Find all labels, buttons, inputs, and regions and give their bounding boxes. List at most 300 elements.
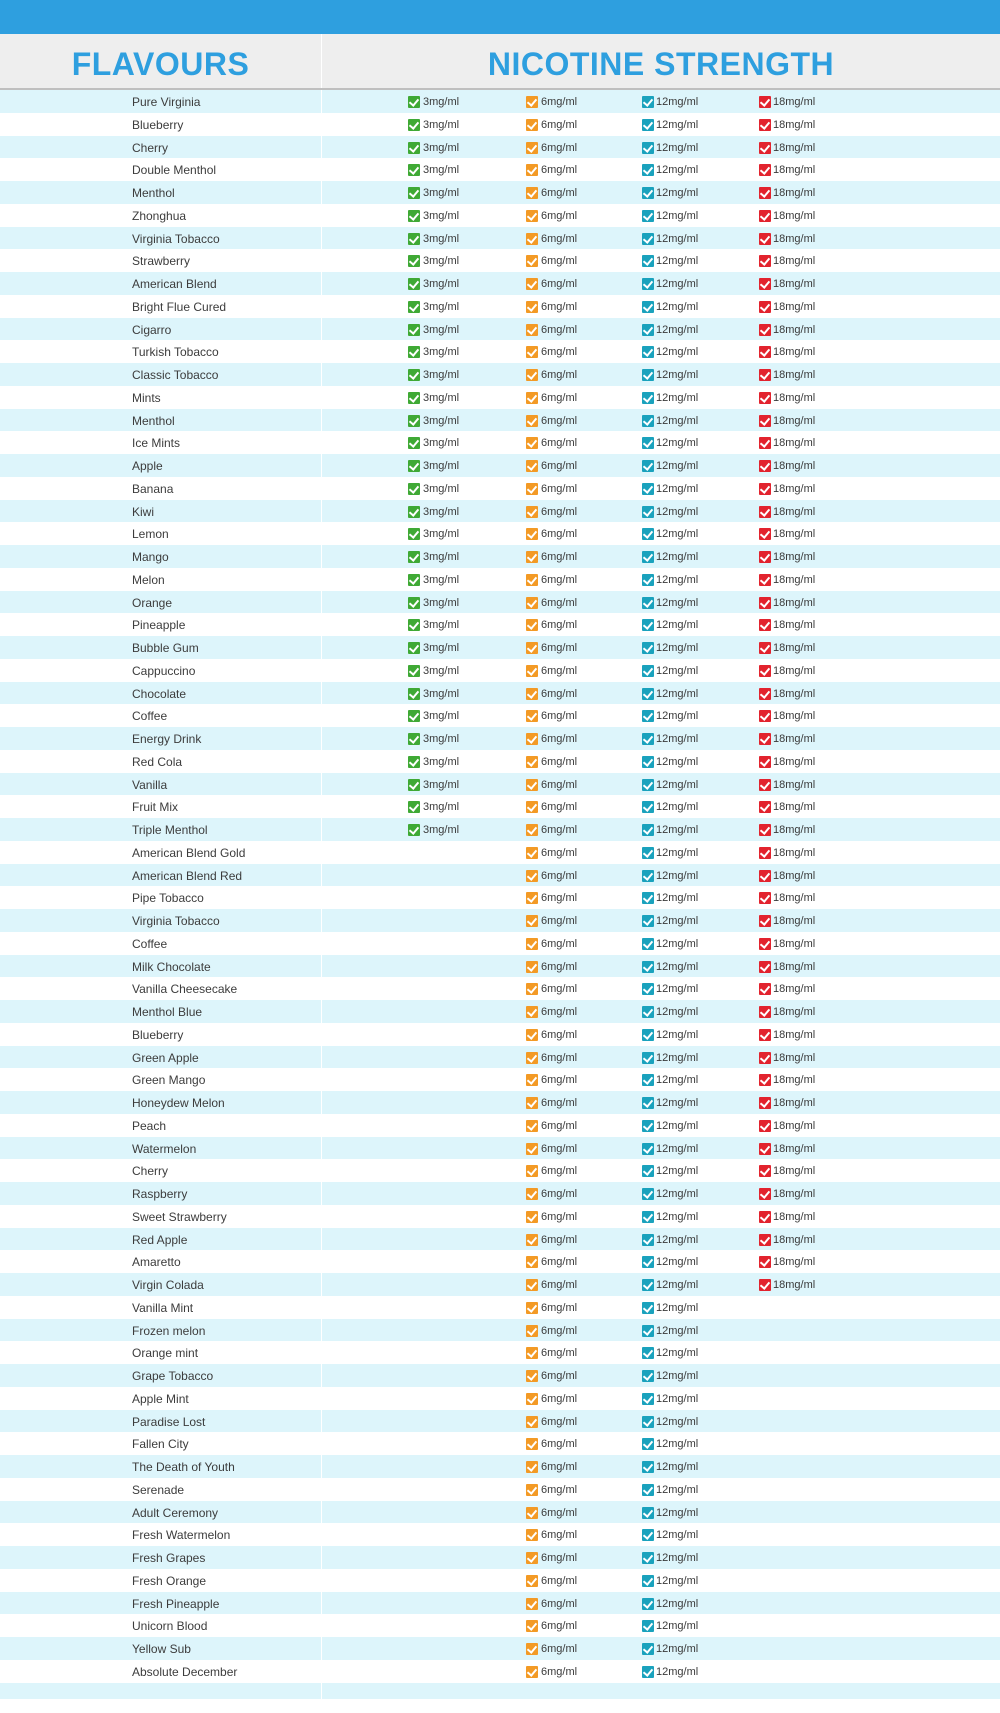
strength-label: 6mg/ml [541, 141, 578, 154]
column-divider [321, 295, 322, 318]
strength-label: 3mg/ml [423, 232, 460, 245]
checkmark-icon [526, 1097, 538, 1109]
checkmark-icon [759, 688, 771, 700]
checkmark-icon [759, 1006, 771, 1018]
strength-label: 18mg/ml [773, 619, 816, 632]
strength-label: 6mg/ml [541, 960, 578, 973]
column-divider [321, 682, 322, 705]
flavour-name: Bubble Gum [132, 641, 199, 655]
checkmark-icon [759, 961, 771, 973]
table-row [0, 500, 1000, 523]
checkmark-icon [759, 938, 771, 950]
strength-label: 12mg/ml [656, 505, 699, 518]
strength-label: 3mg/ml [423, 733, 460, 745]
strength-label: 12mg/ml [656, 232, 699, 245]
column-divider [321, 1387, 322, 1410]
strength-label: 6mg/ml [541, 1392, 578, 1405]
strength-label: 12mg/ml [656, 414, 699, 427]
table-row [0, 795, 1000, 818]
column-divider [321, 1319, 322, 1342]
checkmark-icon [759, 301, 771, 313]
strength-label: 6mg/ml [541, 528, 578, 541]
table-row [0, 909, 1000, 932]
checkmark-icon [759, 756, 771, 768]
strength-label: 18mg/ml [773, 505, 816, 518]
strength-label: 3mg/ml [423, 437, 460, 450]
column-divider [321, 841, 322, 864]
column-divider [321, 318, 322, 341]
checkmark-icon [642, 551, 654, 563]
strength-label: 3mg/ml [423, 346, 460, 359]
table-row [0, 1637, 1000, 1660]
column-divider [321, 1091, 322, 1114]
strength-label: 18mg/ml [773, 915, 816, 927]
strength-label: 12mg/ml [656, 300, 699, 313]
strength-label: 12mg/ml [656, 573, 699, 586]
table-header [0, 34, 1000, 90]
table-row [0, 1523, 1000, 1546]
table-row [0, 1228, 1000, 1251]
checkmark-icon [642, 938, 654, 950]
checkmark-icon [526, 415, 538, 427]
strength-label: 12mg/ml [656, 1165, 699, 1178]
strength-label: 6mg/ml [541, 892, 578, 905]
table-row [0, 1387, 1000, 1410]
flavour-name: Menthol [132, 186, 175, 200]
flavour-name: Amaretto [132, 1255, 181, 1270]
table-row [0, 409, 1000, 432]
strength-label: 6mg/ml [541, 983, 578, 996]
table-row [0, 682, 1000, 705]
checkmark-icon [759, 574, 771, 586]
column-divider [321, 431, 322, 454]
strength-label: 3mg/ml [423, 209, 460, 222]
checkmark-icon [759, 1074, 771, 1086]
strength-label: 6mg/ml [541, 1574, 578, 1587]
checkmark-icon [642, 1165, 654, 1177]
strength-label: 12mg/ml [656, 460, 699, 472]
column-divider [321, 886, 322, 909]
table-row [0, 1660, 1000, 1683]
strength-label: 3mg/ml [423, 323, 460, 336]
checkmark-icon [642, 187, 654, 199]
checkmark-icon [408, 597, 420, 609]
checkmark-icon [526, 1529, 538, 1541]
checkmark-icon [642, 1393, 654, 1405]
checkmark-icon [526, 733, 538, 745]
strength-label: 18mg/ml [773, 1210, 816, 1223]
strength-label: 12mg/ml [656, 1233, 699, 1246]
checkmark-icon [526, 96, 538, 108]
checkmark-icon [642, 619, 654, 631]
table-row [0, 249, 1000, 272]
column-divider [321, 1000, 322, 1023]
checkmark-icon [759, 210, 771, 222]
checkmark-icon [408, 437, 420, 449]
flavour-name: The Death of Youth [132, 1460, 235, 1474]
strength-label: 12mg/ml [656, 710, 699, 723]
checkmark-icon [526, 1256, 538, 1268]
strength-label: 18mg/ml [773, 300, 816, 313]
strength-label: 6mg/ml [541, 642, 578, 654]
flavour-name: Red Cola [132, 754, 183, 769]
strength-label: 3mg/ml [423, 300, 460, 313]
strength-label: 3mg/ml [423, 573, 460, 586]
strength-label: 18mg/ml [773, 1233, 816, 1246]
flavour-name: Raspberry [132, 1187, 188, 1201]
column-divider [321, 1546, 322, 1569]
column-divider [321, 1296, 322, 1319]
column-divider [321, 1228, 322, 1251]
checkmark-icon [642, 1120, 654, 1132]
table-row [0, 1068, 1000, 1091]
strength-label: 12mg/ml [656, 687, 699, 700]
table-row [0, 204, 1000, 227]
strength-label: 18mg/ml [773, 755, 816, 768]
strength-label: 12mg/ml [656, 1006, 699, 1018]
checkmark-icon [408, 506, 420, 518]
flavour-name: Sweet Strawberry [132, 1209, 227, 1224]
strength-label: 6mg/ml [541, 164, 578, 177]
checkmark-icon [642, 1143, 654, 1155]
table-row [0, 1023, 1000, 1046]
checkmark-icon [526, 915, 538, 927]
checkmark-icon [408, 164, 420, 176]
checkmark-icon [759, 1188, 771, 1200]
column-divider [321, 1614, 322, 1637]
strength-label: 6mg/ml [541, 551, 578, 563]
checkmark-icon [759, 642, 771, 654]
strength-label: 6mg/ml [541, 1028, 578, 1041]
flavour-name: Vanilla [132, 777, 168, 792]
checkmark-icon [642, 528, 654, 540]
strength-label: 6mg/ml [541, 1233, 578, 1246]
strength-label: 18mg/ml [773, 255, 816, 268]
checkmark-icon [642, 710, 654, 722]
flavour-name: American Blend Gold [132, 845, 246, 860]
strength-label: 3mg/ml [423, 460, 460, 472]
strength-label: 3mg/ml [423, 687, 460, 700]
flavour-name: Red Apple [132, 1232, 188, 1247]
checkmark-icon [526, 346, 538, 358]
checkmark-icon [526, 1484, 538, 1496]
strength-label: 6mg/ml [541, 710, 578, 723]
strength-label: 12mg/ml [656, 141, 699, 154]
strength-label: 12mg/ml [656, 664, 699, 677]
column-divider [321, 1159, 322, 1182]
column-divider [321, 1683, 322, 1699]
strength-label: 18mg/ml [773, 1256, 816, 1269]
checkmark-icon [642, 961, 654, 973]
flavour-name: Serenade [132, 1482, 185, 1497]
table-row [0, 818, 1000, 841]
flavour-name: Fresh Grapes [132, 1551, 206, 1565]
checkmark-icon [408, 415, 420, 427]
strength-label: 12mg/ml [656, 1597, 699, 1610]
flavour-name: Menthol Blue [132, 1005, 203, 1019]
checkmark-icon [642, 915, 654, 927]
flavour-name: Zhonghua [132, 208, 187, 223]
strength-label: 12mg/ml [656, 915, 699, 927]
table-row [0, 363, 1000, 386]
column-divider [321, 1432, 322, 1455]
checkmark-icon [759, 1029, 771, 1041]
strength-label: 12mg/ml [656, 1028, 699, 1041]
column-divider [321, 1250, 322, 1273]
checkmark-icon [642, 415, 654, 427]
strength-label: 18mg/ml [773, 1097, 816, 1109]
checkmark-icon [408, 824, 420, 836]
checkmark-icon [526, 1165, 538, 1177]
strength-label: 6mg/ml [541, 869, 578, 882]
table-row [0, 1273, 1000, 1296]
checkmark-icon [642, 255, 654, 267]
strength-label: 6mg/ml [541, 323, 578, 336]
strength-label: 6mg/ml [541, 573, 578, 586]
checkmark-icon [408, 665, 420, 677]
strength-label: 3mg/ml [423, 664, 460, 677]
strength-label: 12mg/ml [656, 1552, 699, 1564]
checkmark-icon [759, 392, 771, 404]
checkmark-icon [642, 1438, 654, 1450]
checkmark-icon [759, 1234, 771, 1246]
checkmark-icon [526, 688, 538, 700]
checkmark-icon [408, 801, 420, 813]
checkmark-icon [642, 1325, 654, 1337]
checkmark-icon [408, 642, 420, 654]
strength-label: 6mg/ml [541, 1210, 578, 1223]
table-row [0, 522, 1000, 545]
flavour-name: Mints [132, 390, 161, 405]
checkmark-icon [526, 483, 538, 495]
checkmark-icon [759, 187, 771, 199]
strength-label: 3mg/ml [423, 414, 460, 427]
strength-label: 18mg/ml [773, 960, 816, 973]
strength-label: 12mg/ml [656, 755, 699, 768]
strength-label: 6mg/ml [541, 300, 578, 313]
checkmark-icon [408, 324, 420, 336]
strength-label: 18mg/ml [773, 118, 816, 131]
flavour-name: Orange [132, 595, 173, 610]
table-row [0, 1137, 1000, 1160]
column-divider [321, 932, 322, 955]
flavour-name: Triple Menthol [132, 823, 208, 837]
checkmark-icon [408, 301, 420, 313]
strength-label: 12mg/ml [656, 869, 699, 882]
checkmark-icon [642, 142, 654, 154]
flavour-name: Watermelon [132, 1141, 197, 1156]
strength-label: 12mg/ml [656, 596, 699, 609]
strength-label: 12mg/ml [656, 1483, 699, 1496]
strength-label: 12mg/ml [656, 1370, 699, 1382]
checkmark-icon [759, 1279, 771, 1291]
strength-label: 6mg/ml [541, 1301, 578, 1314]
checkmark-icon [642, 1256, 654, 1268]
checkmark-icon [759, 870, 771, 882]
checkmark-icon [526, 255, 538, 267]
flavour-name: Absolute December [132, 1664, 238, 1679]
checkmark-icon [642, 597, 654, 609]
checkmark-icon [642, 1188, 654, 1200]
checkmark-icon [642, 1461, 654, 1473]
checkmark-icon [526, 756, 538, 768]
table-row [0, 318, 1000, 341]
strength-label: 6mg/ml [541, 346, 578, 359]
checkmark-icon [642, 801, 654, 813]
flavour-name: Fallen City [132, 1437, 189, 1452]
checkmark-icon [408, 346, 420, 358]
flavour-name: Energy Drink [132, 732, 202, 746]
flavour-strength-table [0, 90, 1000, 1699]
column-divider [321, 704, 322, 727]
checkmark-icon [759, 847, 771, 859]
strength-label: 6mg/ml [541, 1620, 578, 1633]
checkmark-icon [759, 96, 771, 108]
strength-label: 18mg/ml [773, 391, 816, 404]
strength-label: 12mg/ml [656, 801, 699, 814]
table-row [0, 431, 1000, 454]
table-row [0, 1000, 1000, 1023]
checkmark-icon [642, 1347, 654, 1359]
column-divider [321, 1273, 322, 1296]
strength-label: 12mg/ml [656, 824, 699, 836]
checkmark-icon [642, 1052, 654, 1064]
flavour-name: Orange mint [132, 1346, 199, 1361]
flavour-name: Virginia Tobacco [132, 231, 220, 246]
strength-label: 3mg/ml [423, 710, 460, 723]
strength-label: 18mg/ml [773, 1006, 816, 1018]
strength-label: 3mg/ml [423, 642, 460, 654]
strength-label: 18mg/ml [773, 1142, 816, 1155]
checkmark-icon [759, 1211, 771, 1223]
checkmark-icon [759, 733, 771, 745]
table-row [0, 1432, 1000, 1455]
strength-label: 18mg/ml [773, 1074, 816, 1087]
strength-label: 18mg/ml [773, 278, 816, 290]
checkmark-icon [642, 1029, 654, 1041]
strength-label: 12mg/ml [656, 1279, 699, 1291]
strength-label: 6mg/ml [541, 1370, 578, 1382]
checkmark-icon [526, 597, 538, 609]
column-divider [321, 363, 322, 386]
strength-label: 12mg/ml [656, 1643, 699, 1655]
strength-label: 18mg/ml [773, 824, 816, 836]
checkmark-icon [759, 710, 771, 722]
checkmark-icon [759, 369, 771, 381]
strength-label: 6mg/ml [541, 1188, 578, 1200]
nicotine-strength-column-title: NICOTINE STRENGTH [487, 46, 835, 82]
column-divider [321, 204, 322, 227]
strength-label: 12mg/ml [656, 1119, 699, 1132]
checkmark-icon [526, 233, 538, 245]
checkmark-icon [526, 870, 538, 882]
checkmark-icon [642, 824, 654, 836]
checkmark-icon [642, 779, 654, 791]
strength-label: 6mg/ml [541, 619, 578, 632]
checkmark-icon [526, 801, 538, 813]
strength-label: 6mg/ml [541, 187, 578, 199]
column-divider [321, 1137, 322, 1160]
strength-label: 18mg/ml [773, 983, 816, 996]
table-row [0, 136, 1000, 159]
checkmark-icon [526, 119, 538, 131]
strength-label: 6mg/ml [541, 1415, 578, 1428]
checkmark-icon [642, 642, 654, 654]
checkmark-icon [759, 324, 771, 336]
strength-label: 6mg/ml [541, 437, 578, 450]
checkmark-icon [526, 1143, 538, 1155]
flavour-name: Vanilla Cheesecake [132, 982, 238, 997]
strength-label: 18mg/ml [773, 1028, 816, 1041]
checkmark-icon [408, 483, 420, 495]
table-row [0, 454, 1000, 477]
strength-label: 18mg/ml [773, 369, 816, 381]
strength-label: 3mg/ml [423, 369, 460, 381]
strength-label: 12mg/ml [656, 1097, 699, 1109]
strength-label: 18mg/ml [773, 846, 816, 859]
table-row [0, 386, 1000, 409]
table-row [0, 977, 1000, 1000]
strength-label: 18mg/ml [773, 232, 816, 245]
checkmark-icon [408, 619, 420, 631]
checkmark-icon [526, 392, 538, 404]
strength-label: 12mg/ml [656, 1324, 699, 1337]
checkmark-icon [759, 415, 771, 427]
strength-label: 12mg/ml [656, 346, 699, 359]
strength-label: 12mg/ml [656, 1188, 699, 1200]
strength-label: 18mg/ml [773, 187, 816, 199]
checkmark-icon [526, 1211, 538, 1223]
table-row [0, 295, 1000, 318]
checkmark-icon [642, 301, 654, 313]
strength-label: 12mg/ml [656, 369, 699, 381]
table-row [0, 1546, 1000, 1569]
strength-label: 12mg/ml [656, 1665, 699, 1678]
strength-label: 3mg/ml [423, 482, 460, 495]
strength-label: 12mg/ml [656, 1461, 699, 1473]
checkmark-icon [759, 892, 771, 904]
column-divider [321, 454, 322, 477]
checkmark-icon [526, 1643, 538, 1655]
checkmark-icon [408, 210, 420, 222]
column-divider [321, 1410, 322, 1433]
strength-label: 6mg/ml [541, 1597, 578, 1610]
checkmark-icon [759, 551, 771, 563]
flavour-name: Vanilla Mint [132, 1300, 194, 1315]
checkmark-icon [642, 733, 654, 745]
checkmark-icon [526, 528, 538, 540]
strength-label: 18mg/ml [773, 141, 816, 154]
checkmark-icon [526, 619, 538, 631]
checkmark-icon [526, 1552, 538, 1564]
column-divider [321, 750, 322, 773]
column-divider [321, 659, 322, 682]
checkmark-icon [526, 369, 538, 381]
flavour-name: Virginia Tobacco [132, 914, 220, 928]
flavour-name: Fresh Watermelon [132, 1528, 231, 1543]
strength-label: 18mg/ml [773, 1119, 816, 1132]
table-row [0, 1410, 1000, 1433]
strength-label: 3mg/ml [423, 164, 460, 177]
strength-label: 18mg/ml [773, 710, 816, 723]
checkmark-icon [526, 1302, 538, 1314]
checkmark-icon [759, 1165, 771, 1177]
checkmark-icon [759, 119, 771, 131]
strength-label: 6mg/ml [541, 505, 578, 518]
flavour-name: Apple Mint [132, 1391, 189, 1406]
strength-label: 6mg/ml [541, 1279, 578, 1291]
checkmark-icon [526, 779, 538, 791]
